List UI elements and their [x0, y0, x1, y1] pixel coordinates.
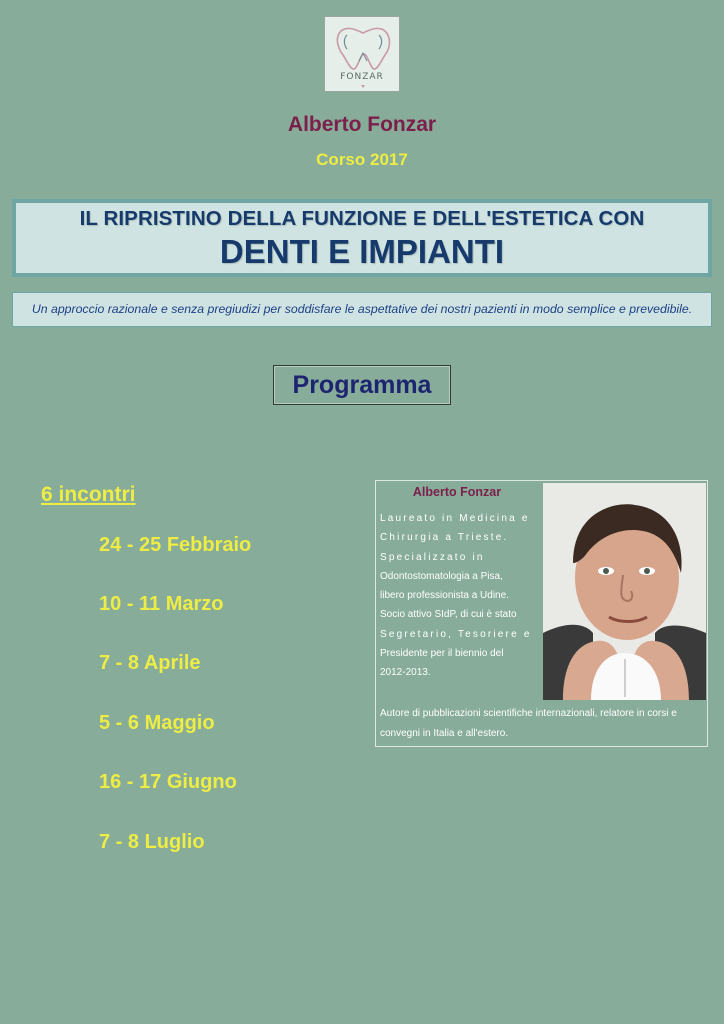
bio-line: Chirurgia a Trieste. [380, 532, 509, 544]
portrait-illustration [543, 483, 706, 700]
bio-text [380, 509, 536, 683]
bio-box [375, 480, 708, 747]
author-name: Alberto Fonzar [287, 113, 437, 136]
bio-line: Odontostomatologia a Pisa, [380, 570, 503, 582]
bio-line: Presidente per il biennio del [380, 648, 504, 660]
title-line-1: IL RIPRISTINO DELLA FUNZIONE E DELL'ESTETICA CON [79, 207, 645, 230]
bio-line: 2012-2013. [380, 667, 431, 679]
schedule-date: 5 - 6 Maggio [99, 712, 215, 734]
schedule-heading: 6 incontri [41, 483, 136, 506]
schedule-date: 7 - 8 Aprile [99, 652, 201, 674]
bio-line: Socio attivo SIdP, di cui è stato [380, 609, 517, 621]
schedule-date: 10 - 11 Marzo [99, 593, 224, 615]
bio-extra: Autore di pubblicazioni scientifiche internazionali, relatore in corsi e convegni in Italia e all'estero. [380, 708, 677, 739]
programma-heading: Programma [273, 365, 451, 405]
fonzar-logo [324, 16, 400, 92]
bio-name: Alberto Fonzar [412, 485, 502, 499]
bio-line: Segretario, Tesoriere e [380, 628, 532, 640]
schedule-date: 7 - 8 Luglio [99, 831, 205, 853]
title-banner [12, 199, 712, 277]
bio-line: Specializzato in [380, 551, 485, 563]
bio-line: libero professionista a Udine. [380, 590, 509, 602]
portrait-photo [543, 483, 706, 700]
schedule-date: 16 - 17 Giugno [99, 771, 237, 793]
schedule-date: 24 - 25 Febbraio [99, 534, 252, 556]
logo-wordmark: FONZAR [340, 72, 384, 82]
subtitle-banner: Un approccio razionale e senza pregiudizi per soddisfare le aspettative dei nostri pazienti in modo semplice e prevedibile. [12, 292, 712, 327]
title-line-2: DENTI E IMPIANTI [219, 233, 505, 270]
bio-line: Laureato in Medicina e [380, 513, 530, 524]
course-year: Corso 2017 [316, 150, 408, 169]
